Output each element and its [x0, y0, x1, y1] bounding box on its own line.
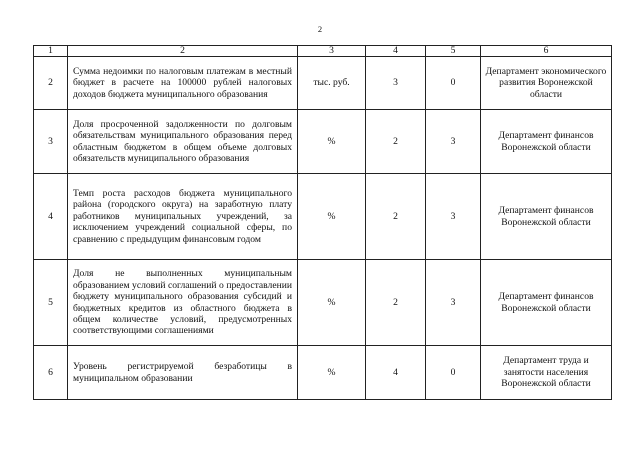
responsible-cell: Департамент финансов Воронежской области	[481, 174, 612, 260]
table-row	[34, 346, 612, 400]
header-cell: 2	[68, 46, 298, 57]
responsible-cell: Департамент финансов Воронежской области	[481, 260, 612, 346]
responsible-cell: Департамент труда и занятости населения Воронежской области	[481, 346, 612, 400]
header-cell: 4	[366, 46, 426, 57]
header-cell: 3	[298, 46, 366, 57]
unit-cell: %	[298, 346, 366, 400]
unit-cell: %	[298, 174, 366, 260]
unit-cell: %	[298, 260, 366, 346]
table-row	[34, 174, 612, 260]
row-number: 3	[34, 110, 68, 174]
table-header-row	[34, 46, 612, 57]
table-row	[34, 110, 612, 174]
value-cell: 3	[426, 260, 481, 346]
responsible-cell: Департамент экономического развития Воронежской области	[481, 57, 612, 110]
indicator-text: Уровень регистрируемой безработицы в муниципальном образовании	[68, 346, 298, 400]
value-cell: 3	[366, 57, 426, 110]
indicator-text: Доля не выполненных муниципальным образованием условий соглашений о предоставлении бюджету муниципального образования субсидий и бюджетных кредитов из областного бюджета в общем количестве условий, предусмотренных соответствующими соглашениями	[68, 260, 298, 346]
row-number: 5	[34, 260, 68, 346]
header-cell: 6	[481, 46, 612, 57]
row-number: 6	[34, 346, 68, 400]
value-cell: 0	[426, 346, 481, 400]
unit-cell: тыс. руб.	[298, 57, 366, 110]
row-number: 4	[34, 174, 68, 260]
indicator-text: Темп роста расходов бюджета муниципального района (городского округа) на заработную плату работников муниципальных учреждений, за исключением учреждений социальной сферы, по сравнению с предыдущим финансовым годом	[68, 174, 298, 260]
table-row	[34, 57, 612, 110]
value-cell: 3	[426, 174, 481, 260]
responsible-cell: Департамент финансов Воронежской области	[481, 110, 612, 174]
value-cell: 4	[366, 346, 426, 400]
value-cell: 0	[426, 57, 481, 110]
header-cell: 5	[426, 46, 481, 57]
row-number: 2	[34, 57, 68, 110]
value-cell: 3	[426, 110, 481, 174]
value-cell: 2	[366, 260, 426, 346]
value-cell: 2	[366, 174, 426, 260]
indicator-text: Сумма недоимки по налоговым платежам в местный бюджет в расчете на 100000 рублей налоговых доходов бюджета муниципального образования	[68, 57, 298, 110]
table-row	[34, 260, 612, 346]
page-number: 2	[317, 24, 323, 34]
header-cell: 1	[34, 46, 68, 57]
unit-cell: %	[298, 110, 366, 174]
indicators-table	[33, 45, 612, 400]
indicator-text: Доля просроченной задолженности по долговым обязательствам муниципального образования перед областным бюджетом в общем объеме долговых обязательств муниципального образования	[68, 110, 298, 174]
value-cell: 2	[366, 110, 426, 174]
